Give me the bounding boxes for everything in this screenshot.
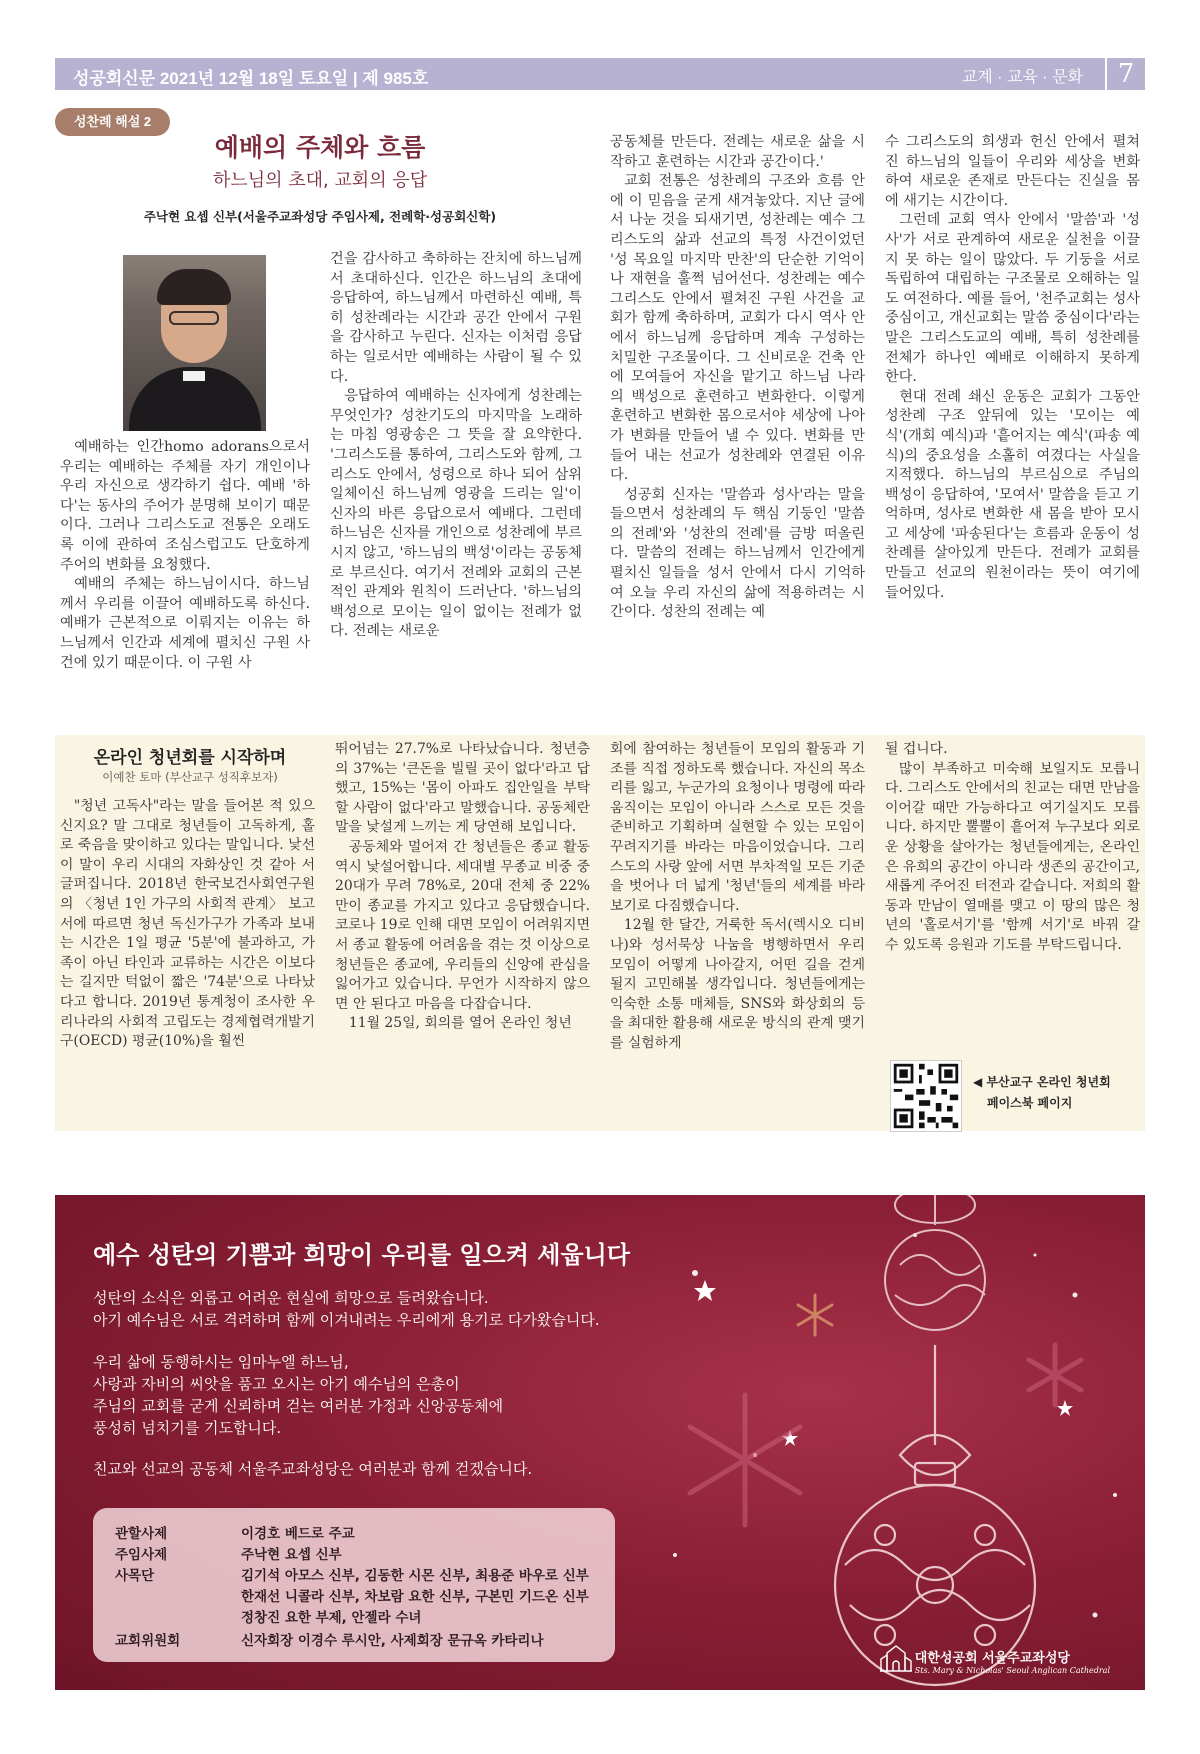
header-masthead: 성공회신문 2021년 12월 18일 토요일 | 제 985호 [73,69,429,88]
greeting-line: 우리 삶에 동행하시는 임마누엘 하느님, [93,1353,349,1371]
paragraph: 예배하는 인간homo adorans으로서 우리는 예배하는 주체를 자기 개인이나 우리 자신으로 생각하기 쉽다. 예배 '하다'는 동사의 주어가 분명해 보이기 때문이다. 그러나 그리스도교 전통은 오래도록 이에 관하여 조심스럽고도 단호하게 주어의 변화를 요청했다. [60,439,310,573]
qr-caption: ◀ 부산교구 온라인 청년회 페이스북 페이지 [973,1075,1111,1110]
clergy-list-box [93,1508,615,1662]
youth-byline: 이예찬 토마 (부산교구 성직후보자) [102,770,278,784]
christmas-greeting-banner [55,1195,1145,1690]
youth-title: 온라인 청년회를 시작하며 [93,748,287,768]
article-byline: 주낙현 요셉 신부(서울주교좌성당 주임사제, 전례학·성공회신학) [143,209,497,224]
staff-value: 김기석 아모스 신부, 김동한 시몬 신부, 최용준 바우로 신부 [241,1568,589,1584]
paragraph: 회에 참여하는 청년들이 모임의 활동과 기조를 직접 정하도록 했습니다. 자신의 목소리를 잃고, 누군가의 요청이나 명령에 따라 움직이는 모임이 아니라 스스로 모든 것을 준비하고 기획하며 실현할 수 있는 모임이 꾸려지기를 바라는 마음이었습니다. 그리스도의 사랑 앞에 서면 부차적일 모든 기준을 벗어나 더 넓게 '청년'들의 세계를 바라보기로 다짐했습니다. [610,741,865,914]
paragraph: 12월 한 달간, 거룩한 독서(렉시오 디비나)와 성서묵상 나눔을 병행하면서 우리 모임이 어떻게 나아갈지, 어떤 길을 걷게 될지 고민해볼 생각입니다. 청년들에게는 익숙한 소통 매체들, SNS와 화상회의 등을 최대한 활용해 새로운 방식의 관계 맺기를 실험하게 [610,917,865,1051]
cathedral-signature: 대한성공회 서울주교좌성당 Sts. Mary & Nicholas' Seoul Anglican Cathedral [914,1651,1110,1675]
cathedral-icon [879,1643,913,1673]
paragraph: 교회 전통은 성찬례의 구조와 흐름 안에 이 믿음을 굳게 새겨놓았다. 지난 글에서 나눈 것을 되새기면, 성찬례는 예수 그리스도의 삶과 선교의 특정 사건이었던 '성 목요일 마지막 만찬'의 단순한 기억이나 재현을 훌쩍 넘어선다. 성찬례는 예수 그리스도 안에서 펼쳐진 구원 사건을 교회가 함께 축하하며, 교회가 다시 역사 안에서 하느님께 응답하며 계속 구성하는 치밀한 구조물이다. 그 신비로운 건축 안에 모여들어 자신을 맡기고 하느님 나라의 백성으로 훈련하고 변화한다. 이렇게 훈련하고 변화한 몸으로서야 세상에 나아가 변화를 만들어 낼 수 있다. 변화를 만들어 내는 선교가 성찬례와 연결된 이유다. [610,173,865,484]
paragraph: 될 겁니다. [885,741,948,757]
page-header [55,58,1145,90]
article-column-1 [60,438,310,673]
staff-label: 주임사제 [115,1547,168,1563]
staff-value: 이경호 베드로 주교 [241,1526,355,1542]
paragraph: 현대 전례 쇄신 운동은 교회가 그동안 성찬례 구조 앞뒤에 있는 '모이는 예식'(개회 예식)과 '흩어지는 예식'(파송 예식)의 중요성을 소홀히 여겼다는 사실을 지적했다. 하느님의 부르심으로 주님의 백성이 응답하여, '모여서' 말씀을 듣고 기억하며, 성사로 변화한 새 몸을 받아 모시고 세상에 '파송된다'는 흐름과 운동이 성찬례를 살아있게 만든다. 전례가 교회를 만들고 선교의 원천이라는 뜻이 여기에 들어있다. [885,388,1140,601]
staff-value: 주낙현 요셉 신부 [241,1547,342,1563]
youth-column-2 [335,740,590,1034]
youth-column-1 [60,797,315,1052]
greeting-line: 아기 예수님은 서로 격려하며 함께 이겨내려는 우리에게 용기로 다가왔습니다. [93,1311,600,1329]
header-section: 교계 · 교육 · 문화 [961,69,1083,86]
greeting-line: 사랑과 자비의 씨앗을 품고 오시는 아기 예수님의 은총이 [93,1375,460,1393]
paragraph: 성공회 신자는 '말씀과 성사'라는 말을 들으면서 성찬례의 두 핵심 기둥인 '말씀의 전례'와 '성찬의 전례'를 금방 떠올린다. 말씀의 전례는 하느님께서 인간에게 펼치신 일들을 성서 안에서 다시 기억하여 오늘 우리 자신의 삶에 적용하려는 시간이다. 성찬의 전례는 예 [610,486,865,621]
paragraph: 뛰어넘는 27.7%로 나타났습니다. 청년층의 37%는 '큰돈을 빌릴 곳이 없다'라고 답했고, 15%는 '몸이 아파도 집안일을 부탁할 사람이 없다'라고 말했습니다. 공동체란 말을 낯설게 느끼는 게 당연해 보입니다. [335,741,590,836]
paragraph: 11월 25일, 회의를 열어 온라인 청년 [348,1015,572,1032]
paragraph: 건을 감사하고 축하하는 잔치에 하느님께서 초대하신다. 인간은 하느님의 초대에 응답하여, 하느님께서 마련하신 예배, 특히 성찬례라는 시간과 공간 안에서 구원을 감사하고 누린다. 신자는 이처럼 응답하는 일로서만 예배하는 사람이 될 수 있다. [330,251,582,385]
staff-label: 교회위원회 [115,1633,181,1649]
paragraph: 응답하여 예배하는 신자에게 성찬례는 무엇인가? 성찬기도의 마지막을 노래하는 마침 영광송은 그 뜻을 잘 요약한다. '그리스도를 통하여, 그리스도와 함께, 그리스도 안에서, 성령으로 하나 되어 삼위일체이신 하느님께 영광을 드리는 일'이 신자의 바른 응답으로서 예배다. 그런데 하느님은 신자를 개인으로 성찬례에 부르시지 않고, '하느님의 백성'이라는 공동체로 부르신다. 여기서 전례와 교회의 근본적인 관계와 원칙이 드러난다. '하느님의 백성으로 모이는 일이 없이는 전례가 없다. 전례는 새로운 [330,388,582,640]
paragraph: 많이 부족하고 미숙해 보일지도 모릅니다. 그리스도 안에서의 친교는 대면 만남을 이어갈 때만 가능하다고 여기실지도 모릅니다. 하지만 뿔뿔이 흩어져 누구보다 외로운 상황을 살아가는 청년들에게는, 온라인은 유희의 공간이 아니라 생존의 공간이고, 새롭게 주어진 터전과 같습니다. 저희의 활동과 만남이 열매를 맺고 이 땅의 많은 청년의 '홀로서기'를 '함께 서기'로 바꿔 갈 수 있도록 응원과 기도를 부탁드립니다. [885,760,1140,953]
youth-column-3 [610,740,865,1054]
article-column-4 [885,133,1140,603]
greeting-line: 주님의 교회를 굳게 신뢰하며 걷는 여러분 가정과 신앙공동체에 [93,1397,504,1415]
staff-value: 정창진 요한 부제, 안젤라 수녀 [241,1610,422,1626]
paragraph: 수 그리스도의 희생과 헌신 안에서 펼쳐진 하느님의 일들이 우리와 세상을 변화하여 새로운 존재로 만든다는 진실을 몸에 새기는 시간이다. [885,134,1140,209]
article-title: 예배의 주체와 흐름 [214,133,426,162]
staff-value: 신자회장 이경수 루시안, 사제회장 문규옥 카타리나 [241,1633,544,1649]
page-number: 7 [1105,58,1145,90]
article-column-3 [610,133,865,623]
greeting-line: 친교와 선교의 공동체 서울주교좌성당은 여러분과 함께 걷겠습니다. [93,1460,533,1478]
paragraph: "청년 고독사"라는 말을 들어본 적 있으신지요? 말 그대로 청년들이 고독하게, 홀로 죽음을 맞이하고 있다는 말입니다. 낯선 이 말이 우리 시대의 자화상인 것 같아 서글퍼집니다. 2018년 한국보건사회연구원의 〈청년 1인 가구의 사회적 관계〉 보고서에 따르면 청년 독신가구가 가족과 보내는 시간은 1일 평균 '5분'에 불과하고, 가족이 아닌 타인과 교류하는 시간은 이보다는 길지만 턱없이 짧은 '74분'으로 나타났다고 합니다. 2019년 통계청이 조사한 우리나라의 사회적 고립도는 경제협력개발기구(OECD) 평균(10%)을 훨씬 [60,798,315,1050]
paragraph: 예배의 주체는 하느님이시다. 하느님께서 우리를 이끌어 예배하도록 하신다. 예배가 근본적으로 이뤄지는 이유는 하느님께서 인간과 세계에 펼치신 구원 사건에 있기 때문이다. 이 구원 사 [60,576,310,671]
section-tag: 성찬례 해설 2 [55,108,170,136]
paragraph: 그런데 교회 역사 안에서 '말씀'과 '성사'가 서로 관계하여 새로운 실천을 이끌지 못 하는 일이 많았다. 두 기둥을 서로 독립하여 대립하는 구조물로 오해하는 일도 여전하다. 예를 들어, '천주교회는 성사 중심이고, 개신교회는 말씀 중심이다'라는 말은 그리스도교의 예배, 특히 성찬례를 전체가 하나인 예배로 이해하지 못하게 한다. [885,212,1140,386]
qr-code-icon[interactable] [890,1060,962,1132]
youth-column-4 [885,740,1140,956]
staff-label: 관할사제 [115,1526,168,1542]
staff-value: 한재선 니콜라 신부, 차보람 요한 신부, 구본민 기드온 신부 [241,1589,589,1605]
greeting-title: 예수 성탄의 기쁨과 희망이 우리를 일으켜 세웁니다 [93,1241,630,1269]
paragraph: 공동체와 멀어져 간 청년들은 종교 활동 역시 낯설어합니다. 세대별 무종교 비중 중 20대가 무려 78%로, 20대 전체 중 22%만이 종교를 가지고 있다고 응답했습니다. 코로나 19로 인해 대면 모임이 어려워지면서 종교 활동에 어려움을 겪는 것 이상으로 청년들은 종교에, 우리들의 신앙에 관심을 잃어가고 있습니다. 무언가 시작하지 않으면 안 된다고 마음을 다잡습니다. [335,838,590,1012]
youth-article-box [55,735,1145,1131]
author-photo [123,255,266,431]
article-subtitle: 하느님의 초대, 교회의 응답 [212,170,428,191]
staff-label: 사목단 [115,1568,155,1584]
greeting-line: 성탄의 소식은 외롭고 어려운 현실에 희망으로 들려왔습니다. [93,1289,489,1307]
paragraph: 공동체를 만든다. 전례는 새로운 삶을 시작하고 훈련하는 시간과 공간이다.' [610,134,865,170]
article-column-2 [330,250,582,642]
greeting-line: 풍성히 넘치기를 기도합니다. [93,1419,282,1437]
